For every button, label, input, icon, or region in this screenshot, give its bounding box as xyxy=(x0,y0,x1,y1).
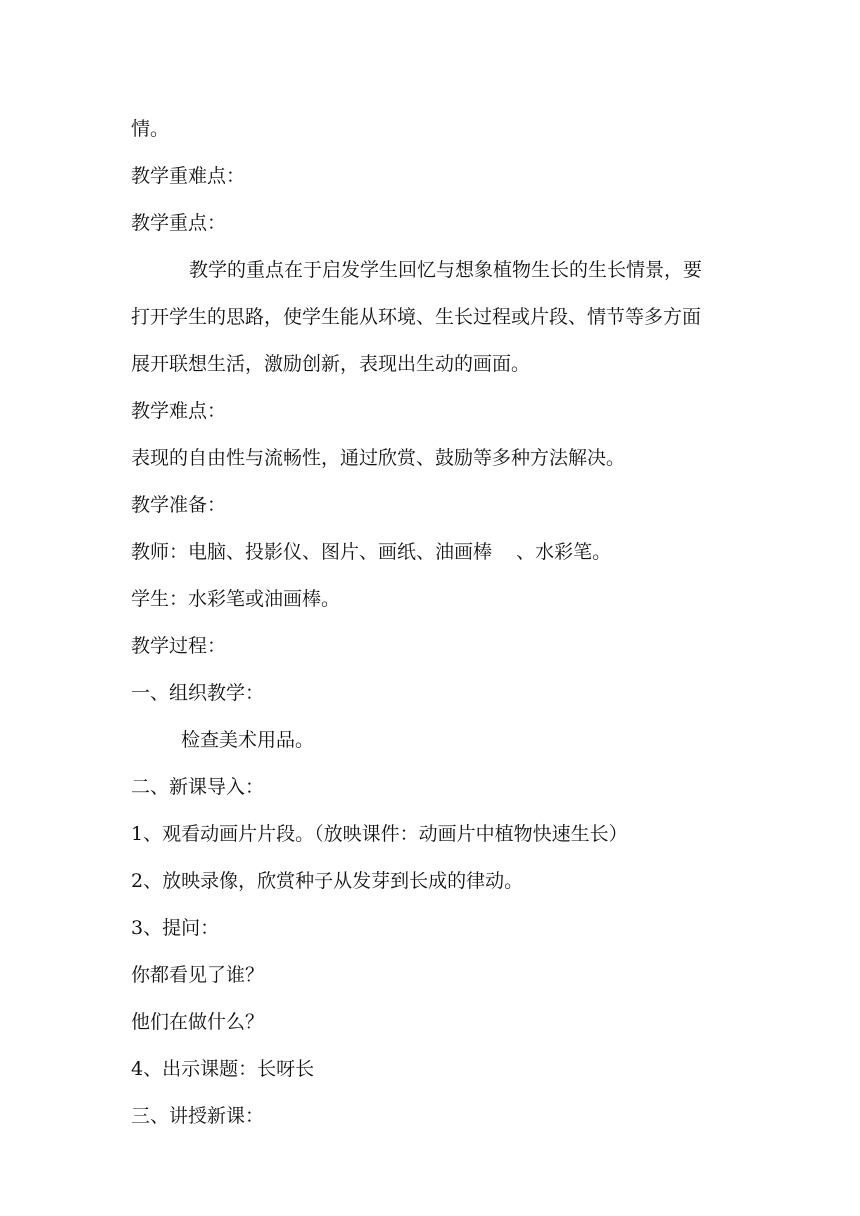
list-item: 2、放映录像，欣赏种子从发芽到长成的律动。 xyxy=(131,870,524,892)
list-item: 1、观看动画片片段。（放映课件：动画片中植物快速生长） xyxy=(131,823,628,845)
section-heading: 教学难点： xyxy=(131,400,227,422)
paragraph-line: 教学的重点在于启发学生回忆与想象植物生长的生长情景，要 xyxy=(189,259,703,281)
paragraph-line: 打开学生的思路，使学生能从环境、生长过程或片段、情节等多方面 xyxy=(131,306,702,328)
question-line: 你都看见了谁？ xyxy=(131,964,265,986)
section-heading: 教学重点： xyxy=(131,212,227,234)
section-heading: 教学重难点： xyxy=(131,165,246,187)
list-item: 4、出示课题：长呀长 xyxy=(131,1058,315,1080)
question-line: 他们在做什么？ xyxy=(131,1011,265,1033)
section-heading: 三、讲授新课： xyxy=(131,1105,265,1127)
list-item: 3、提问： xyxy=(131,917,220,939)
text-line: 情。 xyxy=(131,118,170,140)
section-heading: 教学准备： xyxy=(131,494,227,516)
section-heading: 教学过程： xyxy=(131,635,227,657)
paragraph-line: 检查美术用品。 xyxy=(181,729,315,751)
paragraph-line: 展开联想生活，激励创新，表现出生动的画面。 xyxy=(131,353,531,375)
paragraph-line: 教师：电脑、投影仪、图片、画纸、油画棒 、水彩笔。 xyxy=(131,541,612,563)
document-body xyxy=(131,106,731,1140)
section-heading: 二、新课导入： xyxy=(131,776,265,798)
paragraph-line: 表现的自由性与流畅性，通过欣赏、鼓励等多种方法解决。 xyxy=(131,447,626,469)
paragraph-line: 学生：水彩笔或油画棒。 xyxy=(131,588,341,610)
section-heading: 一、组织教学： xyxy=(131,682,265,704)
